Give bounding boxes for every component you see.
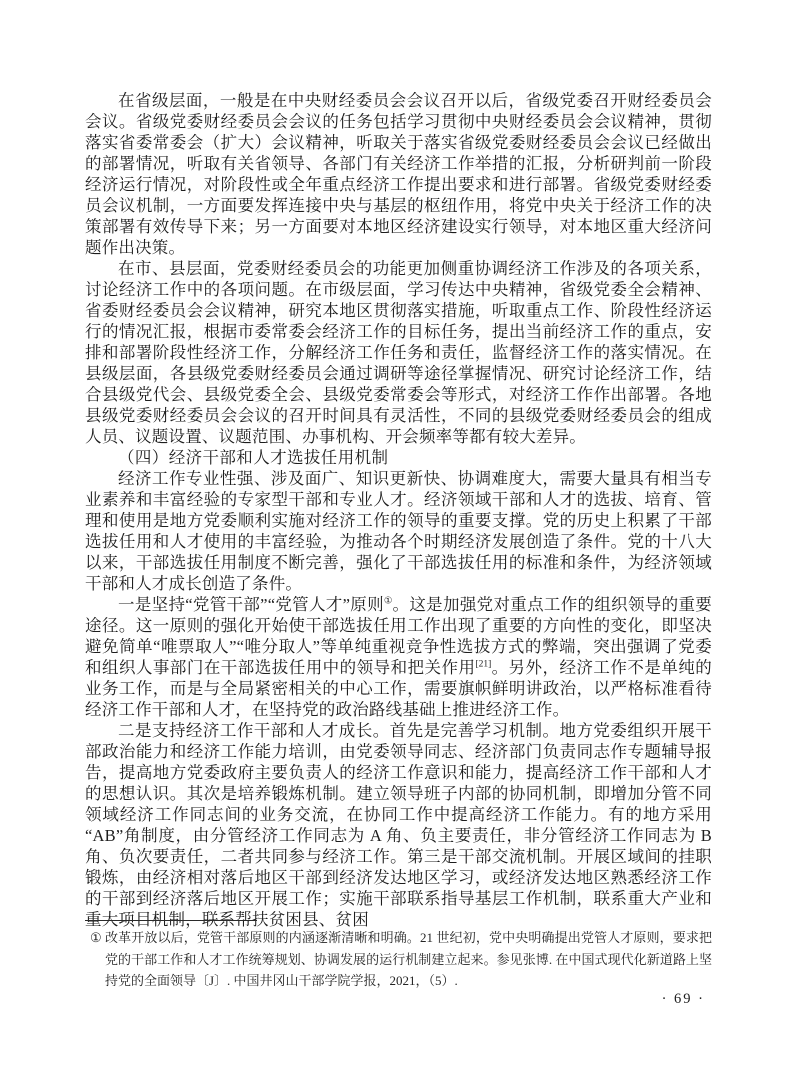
- footnote-marker: ①: [90, 930, 102, 945]
- page-number: · 69 ·: [661, 991, 705, 1007]
- para-point-two: 二是支持经济工作干部和人才成长。首先是完善学习机制。地方党委组织开展干部政治能力和经济工作能力培训，由党委领导同志、经济部门负责同志作专题辅导报告，提高地方党委政府主要负责人的经济工作意识和能力，提高经济工作干部和人才的思想认识。其次是培养锻炼机制。建立领导班子内部的协同机制，即增加分管不同领域经济工作同志间的业务交流，在协同工作中提高经济工作能力。有的地方采用“AB”角制度，由分管经济工作同志为 A 角、负主要责任，非分管经济工作同志为 B 角、负次要责任，二者共同参与经济工作。第三是干部交流机制。开展区域间的挂职锻炼，由经济相对落后地区干部到经济发达地区学习，或经济发达地区熟悉经济工作的干部到经济落后地区开展工作；实施干部联系指导基层工作机制，联系重大产业和重大项目机制，联系帮扶贫困县、贫困: [85, 721, 712, 929]
- footnote-separator: [85, 920, 257, 921]
- citation-superscript: [21]: [475, 659, 492, 670]
- document-body: [85, 90, 712, 930]
- footnote: [90, 927, 712, 992]
- para-city-county-level: 在市、县层面，党委财经委员会的功能更加侧重协调经济工作涉及的各项关系，讨论经济工作中的各项问题。在市级层面，学习传达中央精神，省级党委全会精神、省委财经委员会会议精神，研究本地区贯彻落实措施，听取重点工作、阶段性经济运行的情况汇报，根据市委常委会经济工作的目标任务，提出当前经济工作的重点，安排和部署阶段性经济工作，分解经济工作任务和责任，监督经济工作的落实情况。在县级层面，各县级党委财经委员会通过调研等途径掌握情况、研究讨论经济工作，结合县级党代会、县级党委全会、县级党委常委会等形式，对经济工作作出部署。各地县级党委财经委员会会议的召开时间具有灵活性，不同的县级党委财经委员会的组成人员、议题设置、议题范围、办事机构、开会频率等都有较大差异。: [85, 259, 712, 446]
- footnote-text: 改革开放以后，党管干部原则的内涵逐渐清晰和明确。21 世纪初，党中央明确提出党管人才原则，要求把党的干部工作和人才工作统筹规划、协调发展的运行机制建立起来。参见张博. 在中国式现代化新道路上坚持党的全面领导〔J〕. 中国井冈山干部学院学报，2021，（5）.: [105, 930, 712, 988]
- para-point-one: 一是坚持“党管干部”“党管人才”原则①。这是加强党对重点工作的组织领导的重要途径。这一原则的强化开始使干部选拔任用工作出现了重要的方向性的变化，即坚决避免简单“唯票取人”“唯分取人”等单纯重视竞争性选拔方式的弊端，突出强调了党委和组织人事部门在干部选拔任用中的领导和把关作用[21]。另外，经济工作不是单纯的业务工作，而是与全局紧密相关的中心工作，需要旗帜鲜明讲政治，以严格标准看待经济工作干部和人才，在坚持党的政治路线基础上推进经济工作。: [85, 595, 712, 719]
- citation-superscript: ①: [383, 596, 393, 607]
- heading-section-four: （四）经济干部和人才选拔任用机制: [118, 448, 389, 467]
- para-provincial-level: 在省级层面，一般是在中央财经委员会会议召开以后，省级党委召开财经委员会会议。省级党委财经委员会会议的任务包括学习贯彻中央财经委员会会议精神，贯彻落实省委常委会（扩大）会议精神，听取关于落实省级党委财经委员会会议已经做出的部署情况，听取有关省领导、各部门有关经济工作举措的汇报，分析研判前一阶段经济运行情况，对阶段性或全年重点经济工作提出要求和进行部署。省级党委财经委员会议机制，一方面要发挥连接中央与基层的枢纽作用，将党中央关于经济工作的决策部署有效传导下来；另一方面要对本地区经济建设实行领导，对本地区重大经济问题作出决策。: [85, 91, 712, 257]
- para-cadre-overview: 经济工作专业性强、涉及面广、知识更新快、协调难度大，需要大量具有相当专业素养和丰富经验的专家型干部和专业人才。经济领域干部和人才的选拔、培育、管理和使用是地方党委顺利实施对经济工作的领导的重要支撑。党的历史上积累了干部选拔任用和人才使用的丰富经验，为推动各个时期经济发展创造了条件。党的十八大以来，干部选拔任用制度不断完善，强化了干部选拔任用的标准和条件，为经济领域干部和人才成长创造了条件。: [85, 469, 712, 593]
